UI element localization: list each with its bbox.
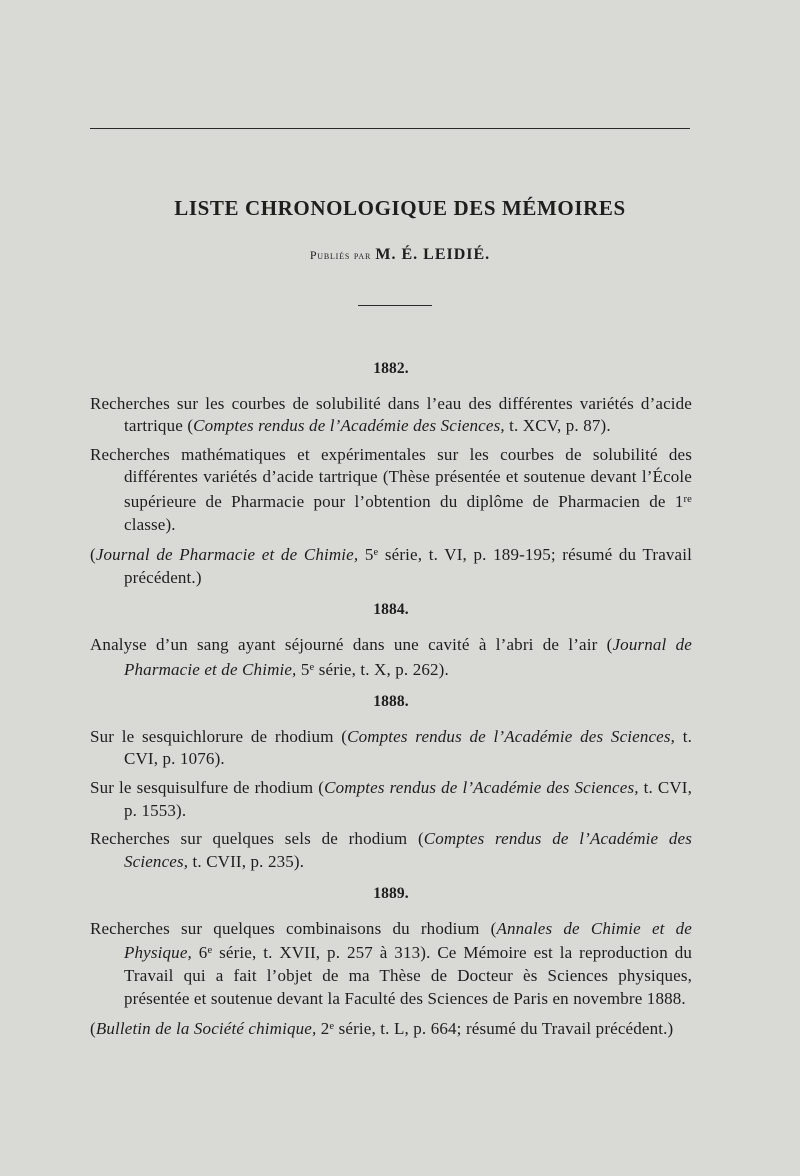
memoir-entry: [90, 393, 692, 438]
memoir-entry: [90, 828, 692, 873]
entry-text: Analyse d’un sang ayant séjourné dans une cavité à l’abri de l’air (: [90, 634, 613, 654]
journal-title: Bulletin de la Société chimique,: [95, 1019, 317, 1039]
year-heading: 1888.: [373, 693, 409, 711]
entry-text: 6: [191, 943, 208, 963]
journal-title: Comptes rendus de l’Académie des Sciences,: [347, 726, 676, 746]
memoir-entry: [90, 444, 692, 536]
year-heading: 1889.: [373, 885, 409, 903]
journal-title: Journal de Pharmacie et de Chimie,: [124, 634, 692, 679]
journal-title: Comptes rendus de l’Académie des Sciences,: [124, 829, 693, 871]
entry-text: 5: [358, 545, 374, 565]
superscript: e: [207, 945, 213, 957]
page-title: LISTE CHRONOLOGIQUE DES MÉMOIRES: [174, 196, 626, 220]
journal-title: Comptes rendus de l’Académie des Sciences,: [324, 777, 639, 797]
entry-text: classe).: [124, 514, 176, 534]
superscript: re: [683, 493, 692, 505]
byline: [0, 246, 800, 264]
entry-text: Sur le sesquisulfure de rhodium (: [90, 777, 325, 797]
entry-text: t. CVI, p. 1076).: [124, 726, 692, 769]
entry-text: (: [90, 545, 96, 565]
entry-text: série, t. X, p. 262).: [314, 659, 449, 679]
entry-text: 2: [316, 1019, 330, 1039]
superscript: e: [373, 547, 379, 559]
entry-text: 5: [296, 659, 310, 679]
entry-text: t. XCV, p. 87).: [504, 416, 611, 436]
byline-prefix: Publiés par: [309, 248, 372, 262]
entry-text: Recherches sur quelques sels de rhodium (: [90, 829, 424, 849]
year-heading: 1882.: [373, 360, 409, 377]
entry-text: Recherches sur quelques combinaisons du rhodium (: [90, 918, 497, 938]
superscript: e: [329, 1021, 335, 1033]
entry-text: Recherches mathématiques et expérimentales sur les courbes de solubilité des différentes variétés d’acide tartrique (Thèse présentée et soutenue devant l’École supérieure de Pharmacie pour l’obtention du diplôme de Pharmacien de 1: [90, 444, 692, 511]
entry-text: t. CVII, p. 235).: [188, 851, 305, 871]
year-heading: 1884.: [373, 601, 409, 619]
memoir-entry: [90, 542, 692, 589]
memoir-entry: [90, 777, 692, 822]
entry-text: Recherches sur les courbes de solubilité dans l’eau des différentes variétés d’acide tartrique (: [90, 393, 692, 436]
memoir-entry: [90, 918, 692, 1010]
memoir-entry: [90, 634, 692, 681]
memoir-entry: [90, 726, 692, 771]
top-rule: [90, 128, 690, 129]
superscript: e: [309, 661, 315, 673]
entry-text: (: [90, 1019, 96, 1039]
journal-title: Annales de Chimie et de Physique,: [124, 918, 692, 963]
entry-text: Sur le sesquichlorure de rhodium (: [90, 726, 348, 746]
memoir-list: [90, 358, 692, 1051]
entry-text: série, t. L, p. 664; résumé du Travail précédent.): [334, 1019, 674, 1039]
entry-text: série, t. XVII, p. 257 à 313). Ce Mémoire est la reproduction du Travail qui a fait l’objet de ma Thèse de Docteur ès Sciences physiques, présentée et soutenue devant la Faculté des Sciences de Paris en novembre 1888.: [124, 943, 692, 1008]
journal-title: Comptes rendus de l’Académie des Sciences,: [193, 416, 505, 436]
journal-title: Journal de Pharmacie et de Chimie,: [95, 545, 359, 565]
memoir-entry: [90, 1016, 692, 1041]
byline-author: M. É. LEIDIÉ.: [375, 246, 491, 263]
entry-text: t. CVI, p. 1553).: [124, 777, 693, 820]
entry-text: série, t. VI, p. 189-195; résumé du Travail précédent.): [124, 545, 692, 587]
section-divider: [358, 305, 432, 306]
